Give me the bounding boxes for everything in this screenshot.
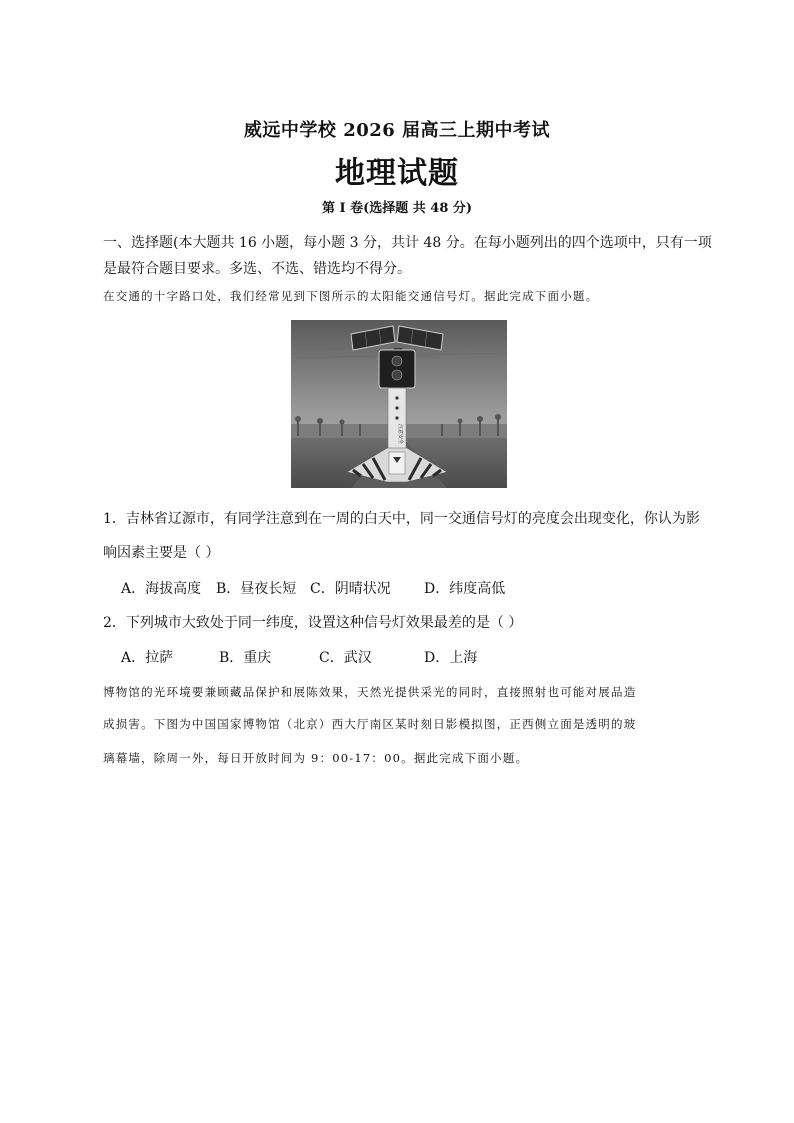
instructions-line1: 一、选择题(本大题共 16 小题，每小题 3 分，共计 48 分。在每小题列出的四个选项中，只有一项 (103, 235, 712, 251)
solar-traffic-light-photo (291, 320, 507, 488)
subject-title: 地理试题 (335, 156, 459, 191)
q1-option-d[interactable]: D．纬度高低 (424, 581, 506, 597)
q1-option-a[interactable]: A．海拔高度 (121, 581, 202, 597)
q2-option-c[interactable]: C．武汉 (319, 650, 372, 666)
q1-option-c[interactable]: C．阴晴状况 (310, 581, 391, 597)
exam-title: 威远中学校 2026 届高三上期中考试 (243, 120, 551, 141)
q1-options (121, 578, 505, 598)
q2-option-b[interactable]: B．重庆 (219, 650, 272, 666)
q2-option-a[interactable]: A．拉萨 (121, 650, 174, 666)
q1-option-b[interactable]: B．昼夜长短 (216, 581, 297, 597)
q2-stem: 2．下列城市大致处于同一纬度，设置这种信号灯效果最差的是（ ） (103, 615, 523, 631)
q2-options (121, 647, 477, 667)
context-museum-line2: 成损害。下图为中国国家博物馆（北京）西大厅南区某时刻日影模拟图，正西侧立面是透明的玻 (103, 717, 637, 731)
context-traffic-light: 在交通的十字路口处，我们经常见到下图所示的太阳能交通信号灯。据此完成下面小题。 (103, 289, 599, 303)
context-museum-line1: 博物馆的光环境要兼顾藏品保护和展陈效果，天然光提供采光的同时，直接照射也可能对展品造 (103, 685, 637, 699)
q1-stem-line2: 响因素主要是（ ） (103, 545, 220, 561)
context-museum-line3: 璃幕墙，除周一外，每日开放时间为 9：00-17：00。据此完成下面小题。 (103, 751, 529, 765)
pole-sign-text: 注意安全 (397, 424, 403, 445)
q1-stem-line1: 1．吉林省辽源市，有同学注意到在一周的白天中，同一交通信号灯的亮度会出现变化，你认为影 (103, 511, 700, 527)
section-heading: 第 I 卷(选择题 共 48 分) (321, 201, 473, 216)
instructions-line2: 是最符合题目要求。多选、不选、错选均不得分。 (103, 261, 411, 277)
q2-option-d[interactable]: D．上海 (424, 650, 478, 666)
